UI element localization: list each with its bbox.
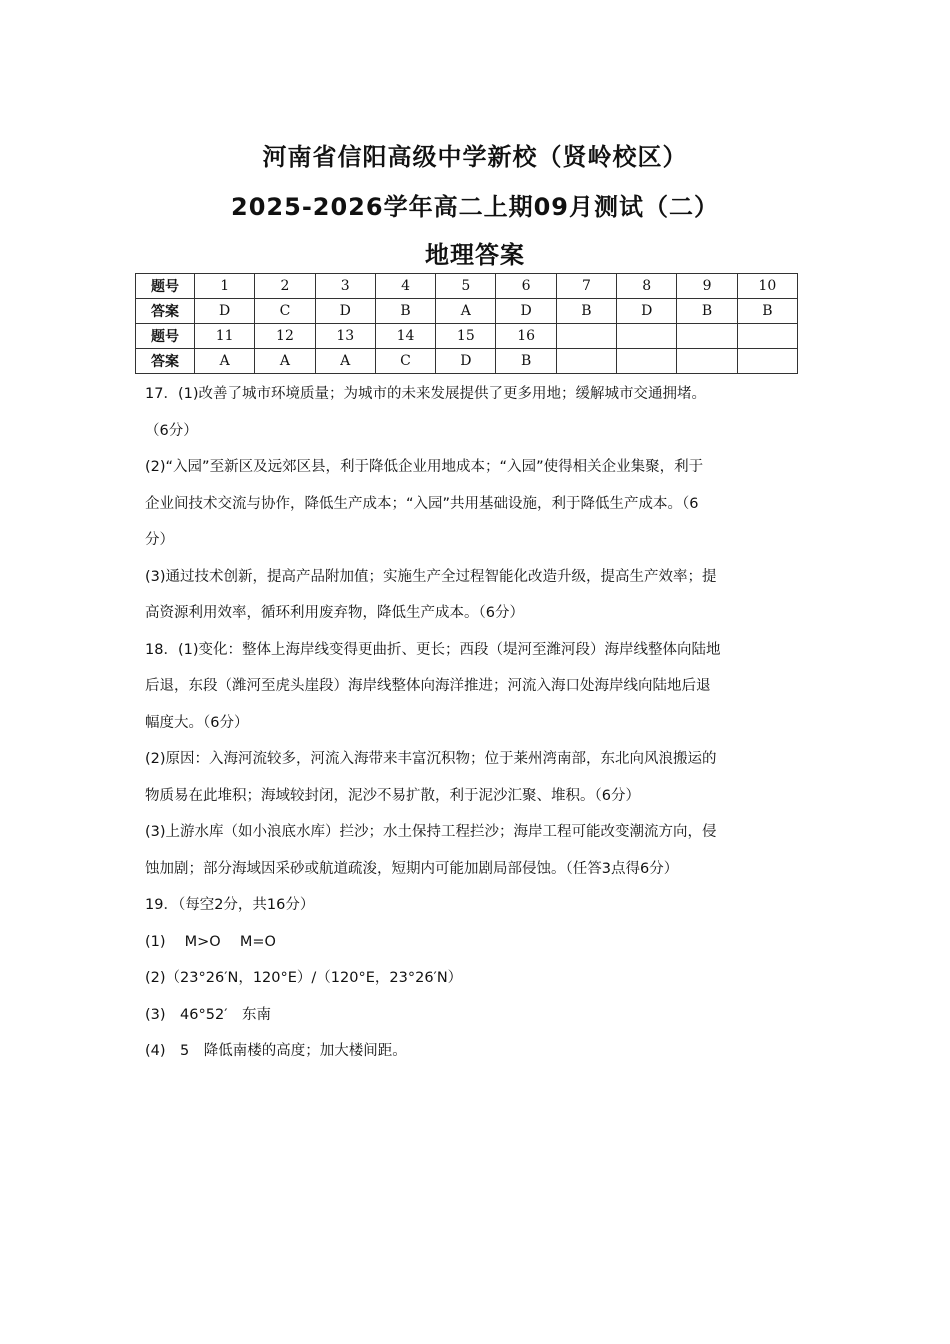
answer-line: 幅度大。（6分） xyxy=(145,714,249,731)
answer-line: （6分） xyxy=(145,422,198,439)
answer-line: 17．(1)改善了城市环境质量；为城市的未来发展提供了更多用地；缓解城市交通拥堵。 xyxy=(145,386,706,402)
answer-cell: B xyxy=(737,299,797,324)
question-number-cell: 2 xyxy=(255,274,315,299)
question-number-label: 题号 xyxy=(136,324,195,349)
answer-cell: D xyxy=(436,349,496,374)
answer-cell: D xyxy=(617,299,677,324)
answer-cell: B xyxy=(375,299,435,324)
exam-subtitle: 2025-2026学年高二上期09月测试（二） xyxy=(231,193,719,221)
question-number-cell: 7 xyxy=(556,274,616,299)
answer-cell: B xyxy=(556,299,616,324)
answer-line: 18．(1)变化：整体上海岸线变得更曲折、更长；西段（堤河至潍河段）海岸线整体向陆地 xyxy=(145,641,721,658)
answer-line: 分） xyxy=(145,532,174,548)
answer-line: 物质易在此堆积；海域较封闭，泥沙不易扩散，利于泥沙汇聚、堆积。（6分） xyxy=(145,787,640,804)
answer-line: (3)上游水库（如小浪底水库）拦沙；水土保持工程拦沙；海岸工程可能改变潮流方向，侵 xyxy=(145,824,717,840)
question-number-cell: 1 xyxy=(195,274,255,299)
answer-cell: D xyxy=(195,299,255,324)
answer-line: (3)通过技术创新，提高产品附加值；实施生产全过程智能化改造升级，提高生产效率；提 xyxy=(145,568,717,585)
question-number-label: 题号 xyxy=(136,274,195,299)
answer-cell: A xyxy=(315,349,375,374)
answer-cell xyxy=(737,349,797,374)
answer-line: 蚀加剧；部分海域因采砂或航道疏浚，短期内可能加剧局部侵蚀。（任答3点得6分） xyxy=(145,860,679,877)
question-number-cell xyxy=(617,324,677,349)
question-number-cell: 3 xyxy=(315,274,375,299)
table-row xyxy=(136,274,798,299)
question-number-cell: 16 xyxy=(496,324,556,349)
document-title: 河南省信阳高级中学新校（贤岭校区） xyxy=(262,143,688,171)
answer-cell: C xyxy=(255,299,315,324)
answer-cell: A xyxy=(436,299,496,324)
question-number-cell: 4 xyxy=(375,274,435,299)
question-number-cell: 8 xyxy=(617,274,677,299)
table-row xyxy=(136,349,798,374)
answer-line: (2)原因：入海河流较多，河流入海带来丰富沉积物；位于莱州湾南部，东北向风浪搬运的 xyxy=(145,751,717,767)
answer-line: (1) M>O M=O xyxy=(145,933,276,950)
question-number-cell: 9 xyxy=(677,274,737,299)
answer-cell xyxy=(617,349,677,374)
answer-cell xyxy=(677,349,737,374)
answer-label: 答案 xyxy=(136,299,195,324)
answer-cell: C xyxy=(375,349,435,374)
question-number-cell: 10 xyxy=(737,274,797,299)
answer-line: (3) 46°52′ 东南 xyxy=(145,1006,271,1023)
answer-cell: A xyxy=(195,349,255,374)
question-number-cell xyxy=(737,324,797,349)
subject-heading: 地理答案 xyxy=(425,241,525,269)
question-number-cell: 11 xyxy=(195,324,255,349)
question-number-cell: 15 xyxy=(436,324,496,349)
question-number-cell: 13 xyxy=(315,324,375,349)
question-number-cell xyxy=(556,324,616,349)
table-row xyxy=(136,299,798,324)
answer-label: 答案 xyxy=(136,349,195,374)
answer-cell: A xyxy=(255,349,315,374)
answer-line: (4) 5 降低南楼的高度；加大楼间距。 xyxy=(145,1043,407,1059)
question-number-cell: 12 xyxy=(255,324,315,349)
answer-line: 企业间技术交流与协作，降低生产成本；“入园”共用基础设施，利于降低生产成本。（6 xyxy=(145,495,699,512)
answer-cell: D xyxy=(315,299,375,324)
answer-cell: B xyxy=(496,349,556,374)
answer-line: (2)（23°26′N，120°E）/（120°E，23°26′N） xyxy=(145,970,463,986)
table-row xyxy=(136,324,798,349)
answer-line: (2)“入园”至新区及远郊区县，利于降低企业用地成本；“入园”使得相关企业集聚，利于 xyxy=(145,459,704,475)
answer-table xyxy=(135,273,798,374)
question-number-cell xyxy=(677,324,737,349)
answer-line: 后退，东段（潍河至虎头崖段）海岸线整体向海洋推进；河流入海口处海岸线向陆地后退 xyxy=(145,678,711,694)
question-number-cell: 14 xyxy=(375,324,435,349)
answer-line: 19．（每空2分，共16分） xyxy=(145,897,315,913)
answer-cell: B xyxy=(677,299,737,324)
question-number-cell: 5 xyxy=(436,274,496,299)
answer-cell: D xyxy=(496,299,556,324)
answer-line: 高资源利用效率，循环利用废弃物，降低生产成本。（6分） xyxy=(145,605,524,621)
answer-explanations xyxy=(145,376,810,1070)
answer-cell xyxy=(556,349,616,374)
question-number-cell: 6 xyxy=(496,274,556,299)
